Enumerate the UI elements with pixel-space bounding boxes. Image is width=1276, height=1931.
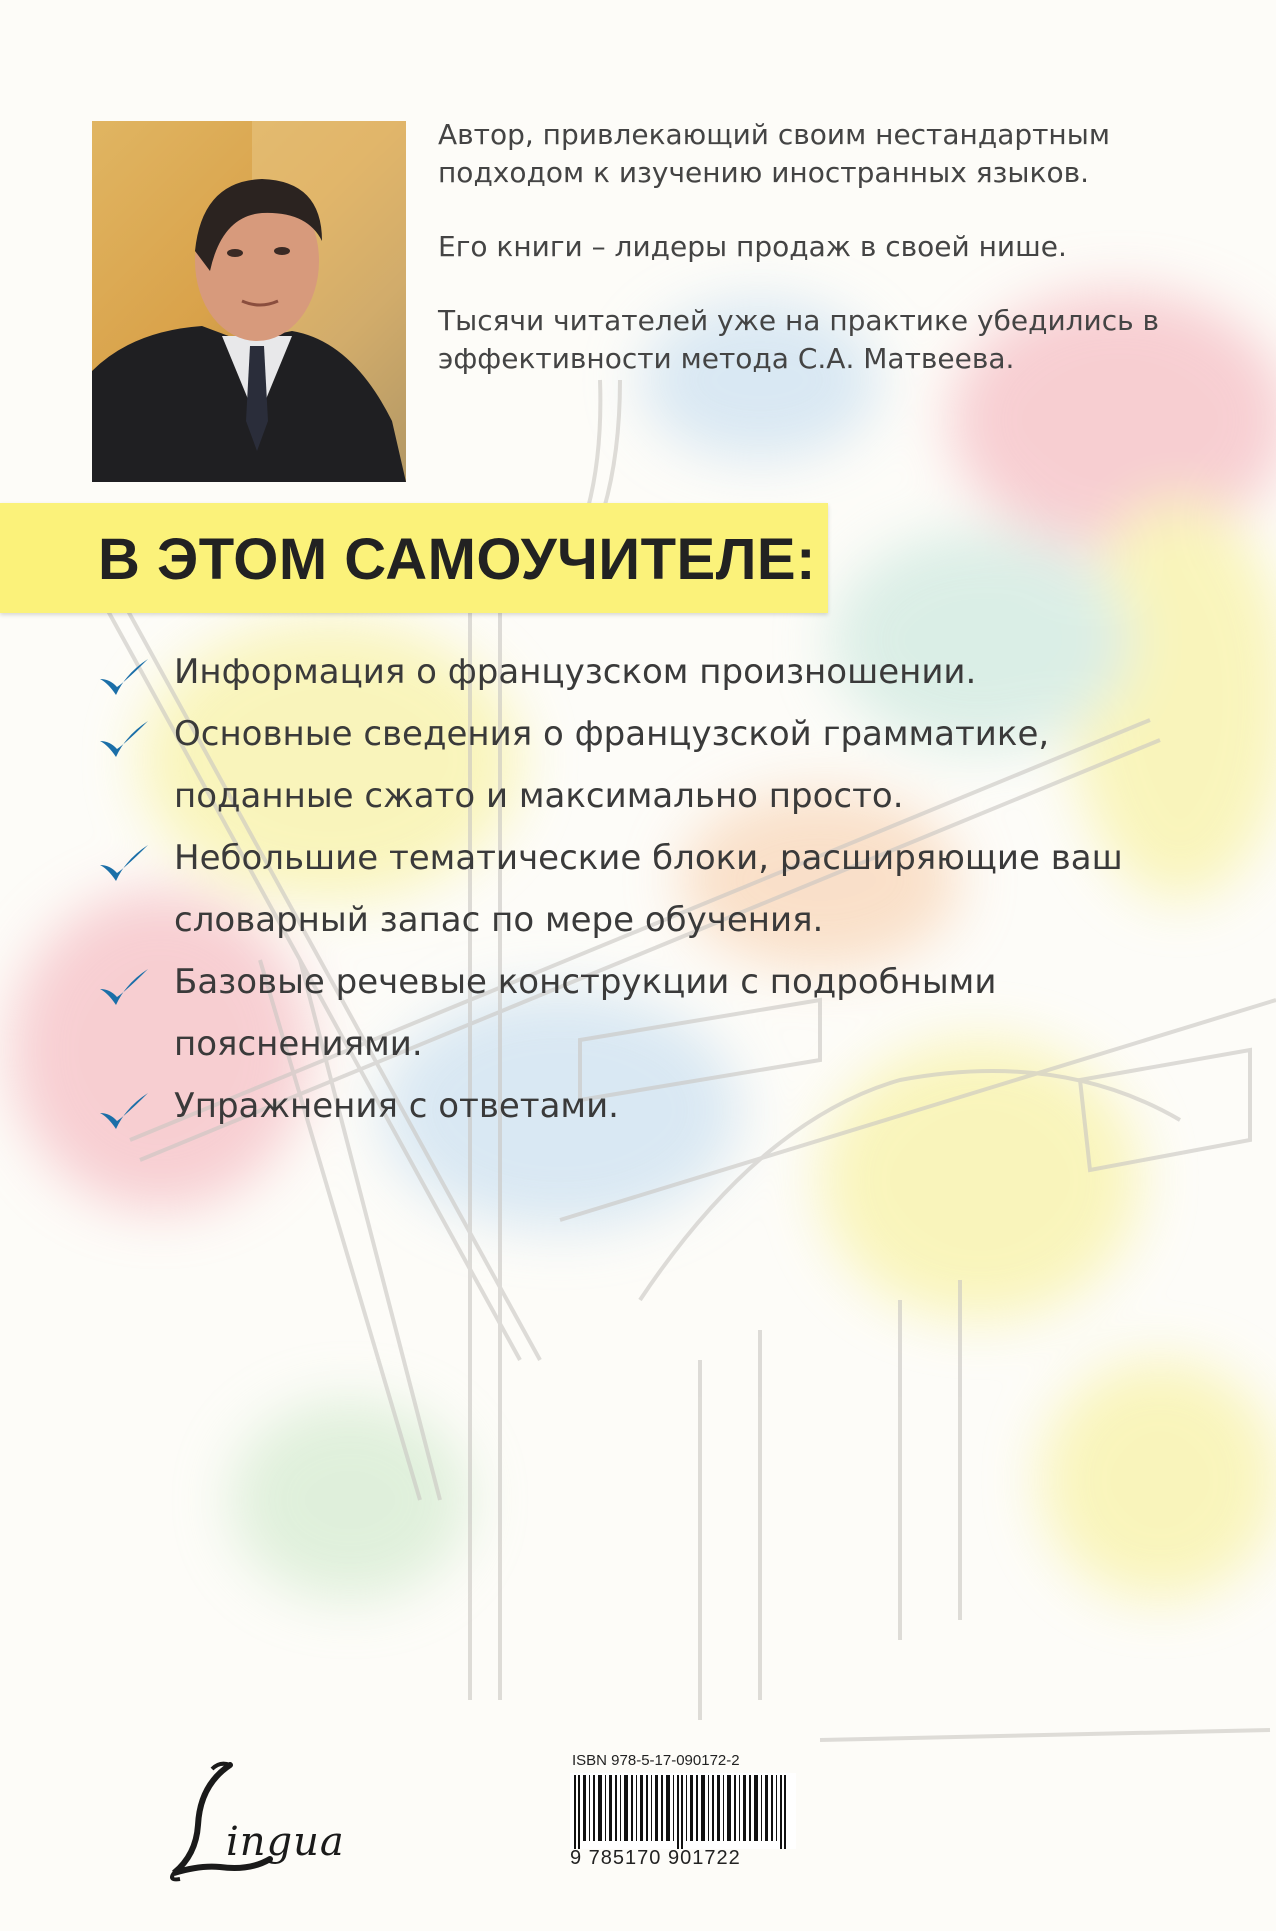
author-paragraph: Его книги – лидеры продаж в своей нише. xyxy=(438,230,1067,263)
feature-text: Базовые речевые конструкции с подробными пояснениями. xyxy=(174,962,997,1064)
checkmark-icon xyxy=(96,841,150,887)
list-item xyxy=(96,703,1236,827)
barcode-digits: 9 785170 901722 xyxy=(570,1847,741,1869)
checkmark-icon xyxy=(96,717,150,763)
svg-text:ingua: ingua xyxy=(226,1819,345,1865)
author-paragraph: Тысячи читателей уже на практике убедились в эффективности метода С.А. Матвеева. xyxy=(438,304,1160,375)
author-portrait-illustration xyxy=(92,121,406,482)
isbn-block xyxy=(570,1752,800,1870)
list-item xyxy=(96,951,1236,1075)
author-photo xyxy=(92,121,406,482)
isbn-label: ISBN 978-5-17-090172-2 xyxy=(572,1752,740,1769)
list-item xyxy=(96,827,1236,951)
list-item xyxy=(96,641,1236,703)
list-item xyxy=(96,1075,1236,1137)
checkmark-icon xyxy=(96,1089,150,1135)
section-title: В ЭТОМ САМОУЧИТЕЛЕ: xyxy=(98,527,816,592)
feature-text: Небольшие тематические блоки, расширяющие ваш словарный запас по мере обучения. xyxy=(174,838,1123,940)
feature-text: Основные сведения о французской грамматике, поданные сжато и максимально просто. xyxy=(174,714,1050,816)
checkmark-icon xyxy=(96,965,150,1011)
feature-text: Упражнения с ответами. xyxy=(174,1086,619,1126)
author-paragraph: Автор, привлекающий своим нестандартным подходом к изучению иностранных языков. xyxy=(438,118,1110,189)
checkmark-icon xyxy=(96,655,150,701)
lingua-logo xyxy=(160,1755,370,1885)
feature-text: Информация о французском произношении. xyxy=(174,652,977,692)
section-banner xyxy=(0,503,828,613)
author-description xyxy=(438,116,1218,414)
barcode-icon xyxy=(570,1773,796,1849)
feature-list xyxy=(96,641,1236,1137)
